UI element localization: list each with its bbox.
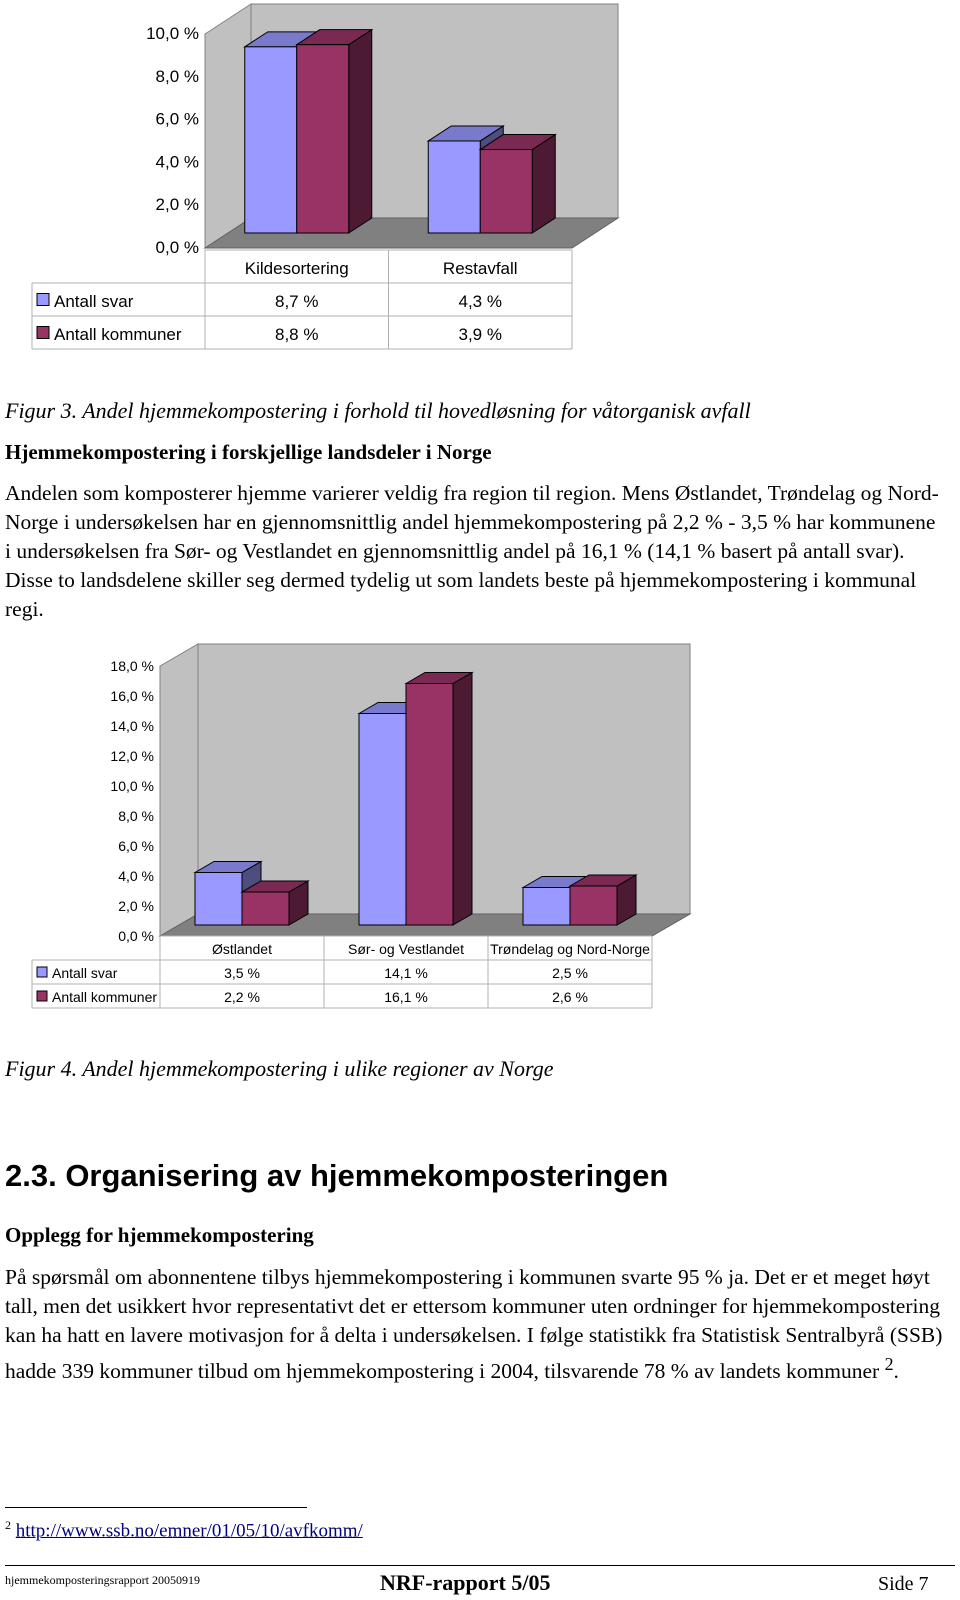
paragraph-regions: Andelen som komposterer hjemme varierer veldig fra region til region. Mens Østlandet, Trøndelag og Nord-Norge i undersøkelsen har en gjennomsnittlig andel hjemmekompostering på 2,2 % - 3,5 % har kommunene i undersøkelsen fra Sør- og Vestlandet en gjennomsnittlig andel på 16,1 % (14,1 % basert på antall svar). Disse to landsdelene skiller seg dermed tydelig ut som landets beste på hjemmekompostering i kommunal regi. — [5, 481, 939, 621]
y-tick-label: 2,0 % — [118, 898, 154, 914]
y-tick-label: 6,0 % — [155, 109, 199, 129]
paragraph-organisering-text: På spørsmål om abonnentene tilbys hjemmekompostering i kommunen svarte 95 % ja. Det er et meget høyt tall, men det usikkert hvor representativt det er ettersom kommuner uten ordninger for hjemmekompostering kan ha hatt en lavere motivasjon for å delta i undersøkelsen. I følge statistikk fra Statistisk Sentralbyrå (SSB) hadde 339 kommuner tilbud om hjemmekompostering i 2004, tilsvarende 78 % av landets kommuner — [5, 1265, 943, 1384]
y-tick-label: 16,0 % — [110, 688, 154, 704]
x-category-label: Trøndelag og Nord-Norge — [490, 941, 650, 957]
bar-antall-kommuner — [570, 875, 636, 925]
y-tick-label: 8,0 % — [155, 66, 199, 86]
legend-series-name: Antall kommuner — [54, 325, 182, 344]
data-label: 8,7 % — [275, 292, 319, 311]
footer-page-number: Side 7 — [878, 1573, 929, 1595]
data-label: 2,5 % — [552, 965, 588, 981]
x-category-label: Østlandet — [212, 941, 272, 957]
x-category-label: Kildesortering — [244, 259, 349, 278]
legend-series-name: Antall svar — [54, 292, 134, 311]
figure-3-chart — [0, 0, 640, 360]
data-label: 14,1 % — [384, 965, 428, 981]
footer-document-id: hjemmekomposteringsrapport 20050919 — [5, 1573, 200, 1587]
y-tick-label: 0,0 % — [118, 928, 154, 944]
legend-swatch — [37, 294, 49, 306]
footnote-reference: 2 — [884, 1354, 894, 1374]
y-tick-label: 14,0 % — [110, 718, 154, 734]
y-tick-label: 0,0 % — [155, 238, 199, 257]
y-tick-label: 6,0 % — [118, 838, 154, 854]
y-tick-label: 4,0 % — [155, 152, 199, 172]
paragraph-organisering-end: . — [893, 1359, 899, 1384]
y-tick-label: 2,0 % — [155, 195, 199, 215]
y-tick-label: 12,0 % — [110, 748, 154, 764]
figure-4-chart — [0, 630, 700, 1025]
y-tick-label: 10,0 % — [110, 778, 154, 794]
legend-series-name: Antall kommuner — [52, 989, 158, 1005]
figure-3-caption: Figur 3. Andel hjemmekompostering i forhold til hovedløsning for våtorganisk avfall — [5, 398, 751, 423]
data-label: 4,3 % — [458, 292, 502, 311]
footnote — [5, 1518, 363, 1542]
data-label: 3,9 % — [458, 325, 502, 344]
footnote-divider — [5, 1507, 307, 1508]
bar-antall-kommuner — [480, 135, 555, 233]
data-label: 3,5 % — [224, 965, 260, 981]
data-label: 2,6 % — [552, 989, 588, 1005]
paragraph-organisering — [5, 1263, 945, 1386]
figure-4-caption: Figur 4. Andel hjemmekompostering i ulike regioner av Norge — [5, 1056, 554, 1081]
legend-swatch — [37, 327, 49, 339]
footnote-number: 2 — [5, 1518, 11, 1532]
data-label: 8,8 % — [275, 325, 319, 344]
x-category-label: Sør- og Vestlandet — [348, 941, 464, 957]
footnote-link[interactable]: http://www.ssb.no/emner/01/05/10/avfkomm/ — [15, 1520, 363, 1542]
section-heading-organisering: 2.3. Organisering av hjemmekomposteringen — [5, 1158, 669, 1193]
section-heading-regions: Hjemmekompostering i forskjellige landsdeler i Norge — [5, 440, 492, 464]
footer-report-title: NRF-rapport 5/05 — [380, 1570, 551, 1595]
x-category-label: Restavfall — [442, 259, 518, 278]
legend-swatch — [37, 967, 47, 977]
chart-side-wall — [205, 4, 251, 248]
bar-antall-kommuner — [242, 881, 308, 925]
data-label: 16,1 % — [384, 989, 428, 1005]
data-label: 2,2 % — [224, 989, 260, 1005]
y-tick-label: 10,0 % — [146, 24, 199, 43]
subheading-opplegg: Opplegg for hjemmekompostering — [5, 1223, 314, 1247]
chart-side-wall — [160, 644, 198, 936]
y-tick-label: 8,0 % — [118, 808, 154, 824]
y-tick-label: 4,0 % — [118, 868, 154, 884]
legend-series-name: Antall svar — [52, 965, 118, 981]
legend-swatch — [37, 991, 47, 1001]
bar-antall-kommuner — [406, 673, 472, 926]
y-tick-label: 18,0 % — [110, 658, 154, 674]
footer-divider — [5, 1565, 955, 1566]
bar-antall-kommuner — [297, 30, 372, 233]
